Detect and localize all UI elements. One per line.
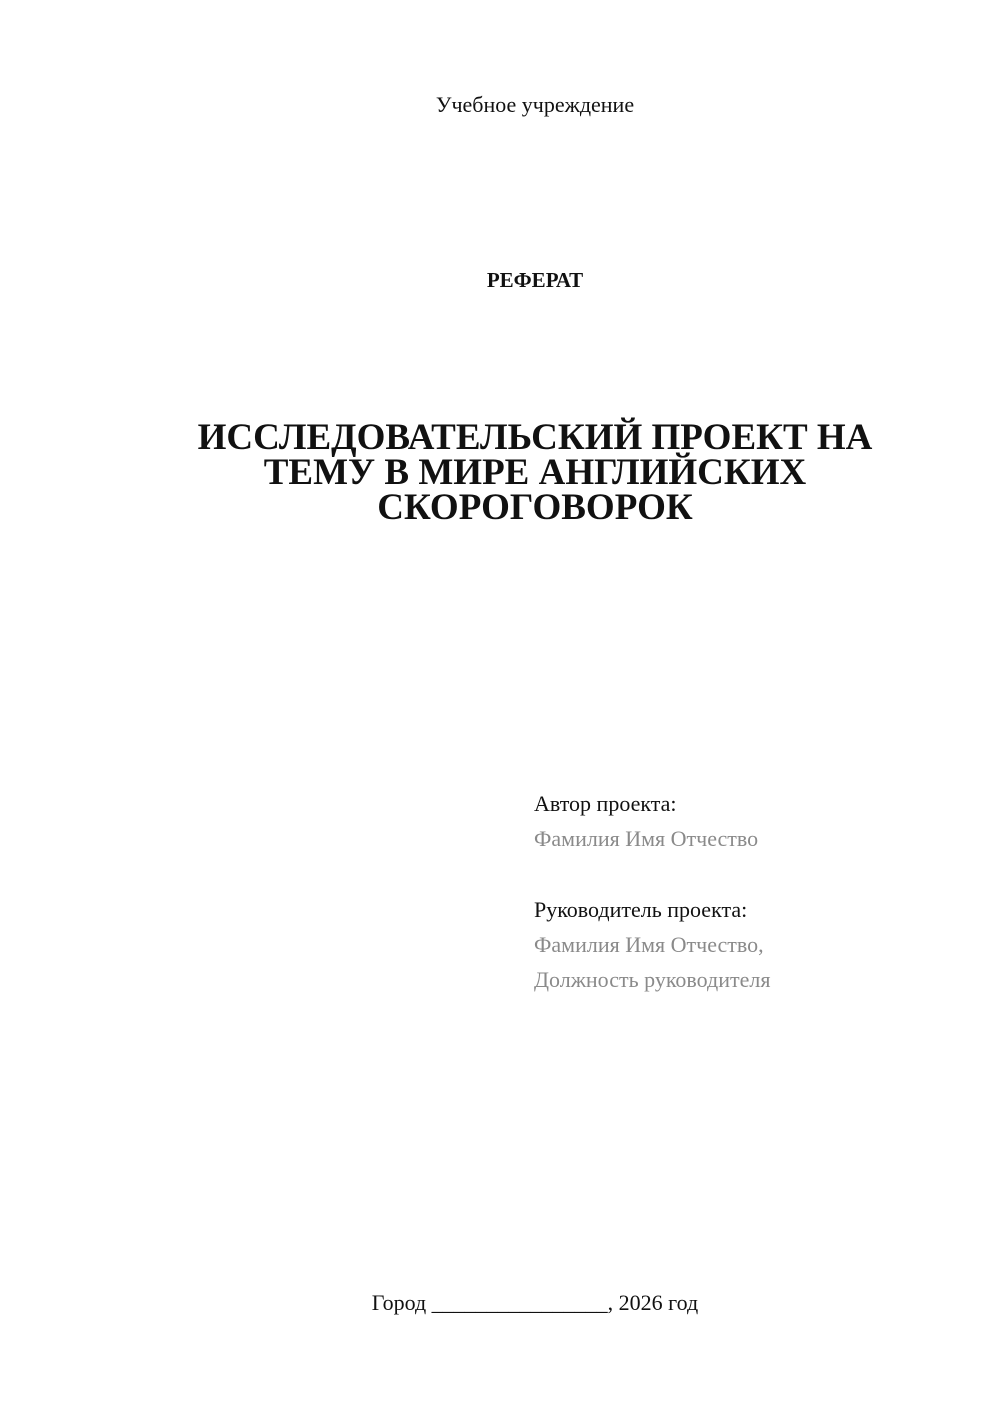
title-line: СКОРОГОВОРОК	[377, 487, 693, 528]
city-label: Город	[371, 1290, 427, 1315]
city-year-line	[70, 1290, 1000, 1316]
author-block	[534, 786, 758, 856]
author-name: Фамилия Имя Отчество	[534, 826, 759, 851]
title-line: ИССЛЕДОВАТЕЛЬСКИЙ ПРОЕКТ НА	[197, 417, 873, 458]
supervisor-label: Руководитель проекта:	[534, 897, 748, 922]
supervisor-block	[534, 892, 770, 997]
city-blank: ________________	[431, 1290, 608, 1315]
supervisor-name: Фамилия Имя Отчество,	[534, 932, 764, 957]
supervisor-position: Должность руководителя	[534, 967, 771, 992]
institution: Учебное учреждение	[435, 92, 635, 117]
author-label: Автор проекта:	[534, 791, 677, 816]
year-text: , 2026 год	[607, 1290, 699, 1315]
title-line: ТЕМУ В МИРЕ АНГЛИЙСКИХ	[263, 452, 807, 493]
document-type: РЕФЕРАТ	[486, 268, 584, 292]
document-title	[70, 417, 1000, 528]
